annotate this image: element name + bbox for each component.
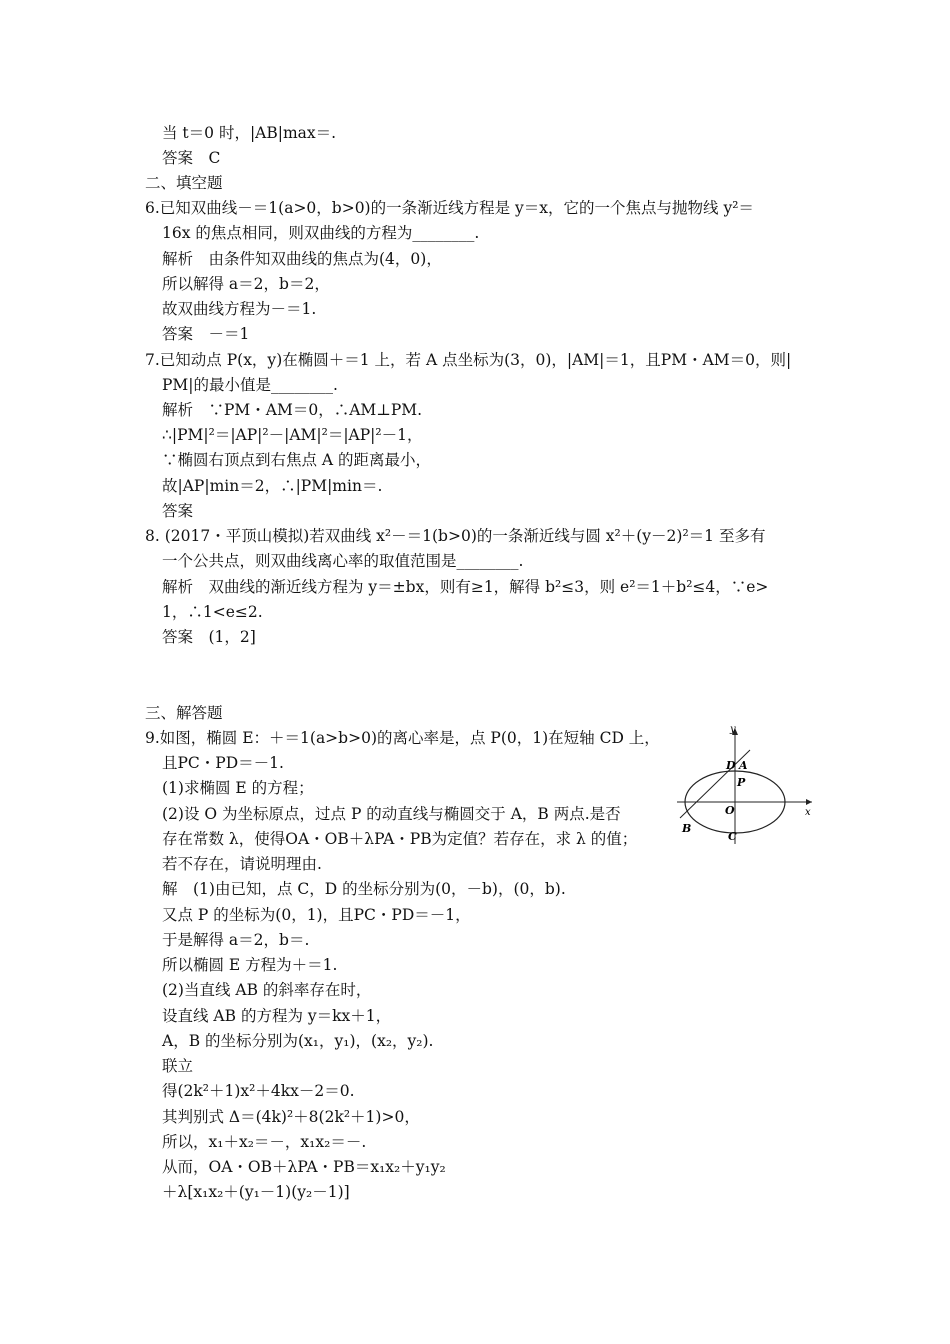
text-line: A，B 的坐标分别为(x₁，y₁)，(x₂，y₂). bbox=[162, 1032, 434, 1050]
point-b-label: B bbox=[682, 822, 692, 835]
question-7: 7.已知动点 P(x，y)在椭圆＋＝1 上，若 A 点坐标为(3，0)，|AM|＝1，且PM・AM＝0，则| bbox=[145, 351, 792, 369]
answer-line: 答案 bbox=[162, 502, 194, 520]
question-9: 9.如图，椭圆 E：＋＝1(a>b>0)的离心率是，点 P(0，1)在短轴 CD 上， bbox=[145, 729, 660, 747]
text-line: PM|的最小值是________. bbox=[162, 376, 338, 394]
analysis-line: 解析 由条件知双曲线的焦点为(4，0)， bbox=[162, 250, 442, 268]
analysis-line: 解析 ∵PM・AM＝0，∴AM⊥PM. bbox=[162, 401, 423, 419]
point-p-label: P bbox=[737, 776, 746, 789]
text-line: ∴|PM|²＝|AP|²－|AM|²＝|AP|²－1， bbox=[162, 426, 423, 444]
question-8: 8. (2017・平顶山模拟)若双曲线 x²－＝1(b>0)的一条渐近线与圆 x²＋(y－2)²＝1 至多有 bbox=[145, 527, 766, 545]
x-axis-arrow bbox=[806, 799, 812, 805]
text-line: 得(2k²＋1)x²＋4kx－2＝0. bbox=[162, 1082, 355, 1100]
text-line: 又点 P 的坐标为(0，1)，且PC・PD＝－1， bbox=[162, 906, 471, 924]
question-6: 6.已知双曲线－＝1(a>0，b>0)的一条渐近线方程是 y＝x，它的一个焦点与抛物线 y²＝ bbox=[145, 199, 754, 217]
text-line: 1，∴1<e≤2. bbox=[162, 603, 263, 621]
text-line: ∵椭圆右顶点到右焦点 A 的距离最小， bbox=[162, 451, 432, 469]
text-line: 存在常数 λ，使得OA・OB＋λPA・PB为定值？若存在，求 λ 的值； bbox=[162, 830, 638, 848]
point-d-label: D bbox=[726, 759, 736, 772]
answer-line: 答案 (1，2] bbox=[162, 628, 256, 646]
text-line: ＋λ[x₁x₂＋(y₁－1)(y₂－1)] bbox=[162, 1183, 350, 1201]
section-heading: 二、填空题 bbox=[145, 174, 223, 192]
text-line: 16x 的焦点相同，则双曲线的方程为________. bbox=[162, 224, 480, 242]
text-line: (2)设 O 为坐标原点，过点 P 的动直线与椭圆交于 A，B 两点.是否 bbox=[162, 805, 621, 823]
text-line: 联立 bbox=[162, 1057, 194, 1075]
text-line: 所以解得 a＝2，b＝2， bbox=[162, 275, 330, 293]
analysis-line: 解析 双曲线的渐近线方程为 y＝±bx，则有≥1，解得 b²≤3，则 e²＝1＋b²≤4，∵e> bbox=[162, 578, 769, 596]
text-line: 故双曲线方程为－＝1. bbox=[162, 300, 317, 318]
origin-label: O bbox=[725, 804, 735, 817]
text-line: 若不存在，请说明理由. bbox=[162, 855, 322, 873]
text-line: 所以椭圆 E 方程为＋＝1. bbox=[162, 956, 338, 974]
text-line: (1)求椭圆 E 的方程； bbox=[162, 779, 314, 797]
ellipse-figure bbox=[672, 722, 822, 847]
text-line: 其判别式 Δ＝(4k)²＋8(2k²＋1)>0， bbox=[162, 1108, 420, 1126]
text-line: 于是解得 a＝2，b＝. bbox=[162, 931, 310, 949]
text-line: 设直线 AB 的方程为 y＝kx＋1， bbox=[162, 1007, 392, 1025]
x-label: x bbox=[805, 807, 811, 818]
point-a-label: A bbox=[739, 759, 748, 772]
solution-line: 解 (1)由已知，点 C，D 的坐标分别为(0，－b)，(0，b). bbox=[162, 880, 566, 898]
text-line: 当 t＝0 时，|AB|max＝. bbox=[162, 124, 337, 142]
point-c-label: C bbox=[728, 830, 737, 843]
text-line: 从而，OA・OB＋λPA・PB＝x₁x₂＋y₁y₂ bbox=[162, 1158, 446, 1176]
text-line: (2)当直线 AB 的斜率存在时， bbox=[162, 981, 372, 999]
section-heading: 三、解答题 bbox=[145, 704, 223, 722]
y-label: y bbox=[730, 724, 736, 735]
answer-line: 答案 C bbox=[162, 149, 221, 167]
text-line: 且PC・PD＝－1. bbox=[162, 754, 284, 772]
text-line: 故|AP|min＝2，∴|PM|min＝. bbox=[162, 477, 383, 495]
text-line: 一个公共点，则双曲线离心率的取值范围是________. bbox=[162, 552, 524, 570]
answer-line: 答案 －＝1 bbox=[162, 325, 250, 343]
text-line: 所以，x₁＋x₂＝－，x₁x₂＝－. bbox=[162, 1133, 367, 1151]
